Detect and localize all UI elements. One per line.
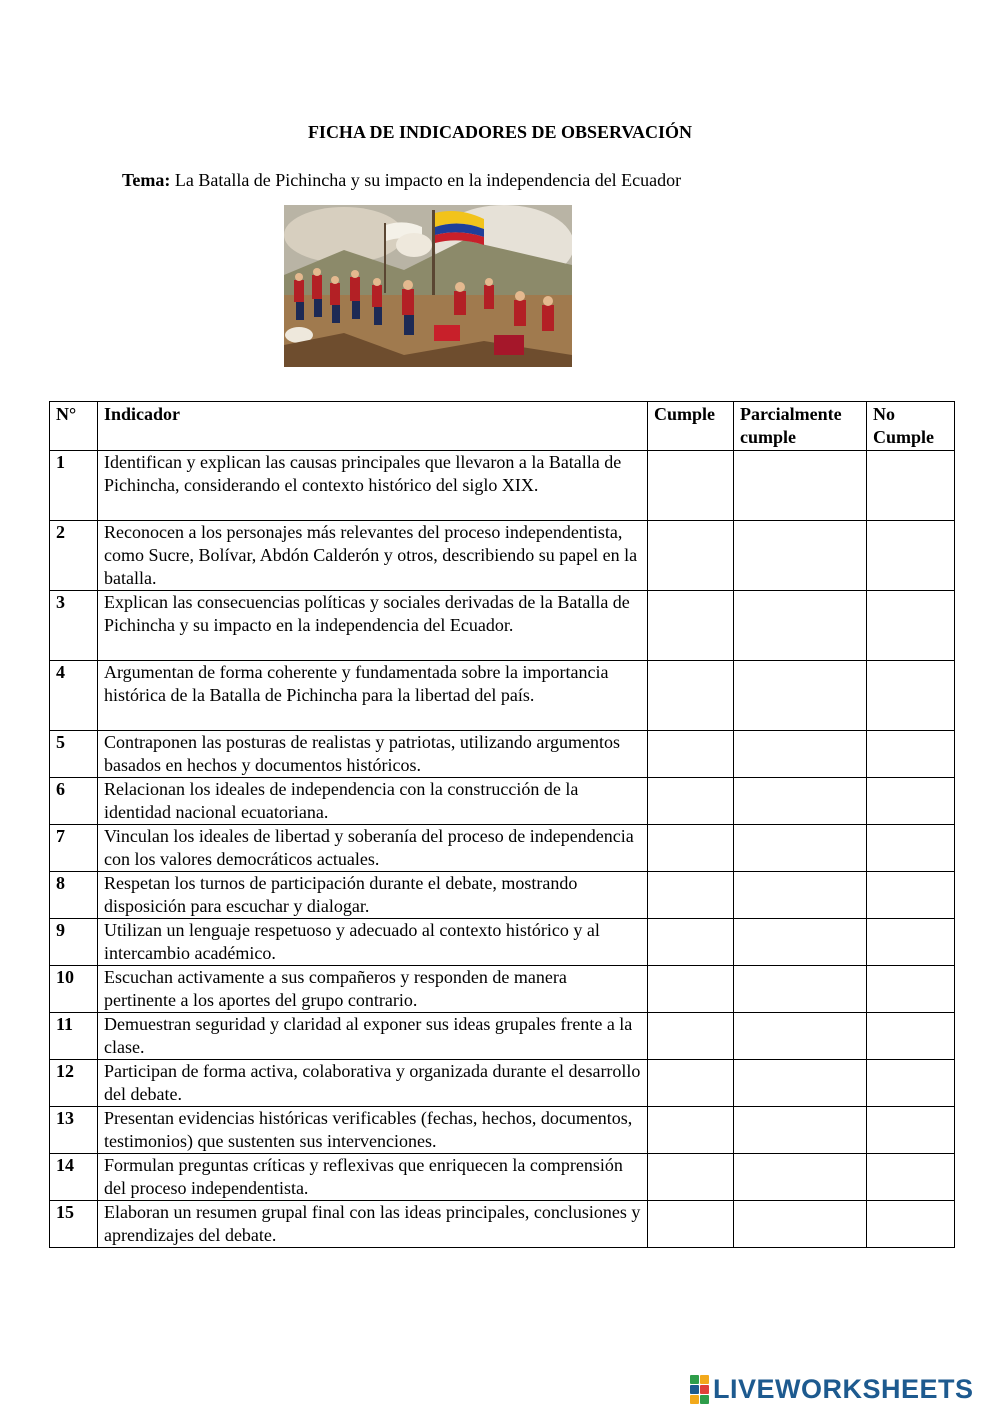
cell-no-cumple[interactable] — [867, 1013, 955, 1060]
cell-parcialmente-cumple[interactable] — [734, 1107, 867, 1154]
table-row — [50, 778, 955, 825]
cell-parcialmente-cumple[interactable] — [734, 778, 867, 825]
cell-parcialmente-cumple[interactable] — [734, 1013, 867, 1060]
logo-text: LIVEWORKSHEETS — [713, 1373, 974, 1404]
cell-cumple[interactable] — [648, 731, 734, 778]
row-number: 12 — [50, 1060, 98, 1107]
cell-cumple[interactable] — [648, 1013, 734, 1060]
table-row — [50, 591, 955, 661]
cell-no-cumple[interactable] — [867, 521, 955, 591]
liveworksheets-logo[interactable] — [690, 1373, 974, 1405]
table-row — [50, 661, 955, 731]
row-number: 13 — [50, 1107, 98, 1154]
row-number: 10 — [50, 966, 98, 1013]
table-row — [50, 966, 955, 1013]
cell-cumple[interactable] — [648, 1154, 734, 1201]
page-title: FICHA DE INDICADORES DE OBSERVACIÓN — [307, 122, 693, 142]
cell-no-cumple[interactable] — [867, 825, 955, 872]
cell-parcialmente-cumple[interactable] — [734, 1201, 867, 1248]
row-indicator: Utilizan un lenguaje respetuoso y adecuado al contexto histórico y al intercambio académico. — [98, 919, 648, 966]
cell-parcialmente-cumple[interactable] — [734, 451, 867, 521]
row-indicator: Argumentan de forma coherente y fundamentada sobre la importancia histórica de la Batalla de Pichincha para la libertad del país. — [98, 661, 648, 731]
cell-no-cumple[interactable] — [867, 451, 955, 521]
table-row — [50, 1154, 955, 1201]
cell-cumple[interactable] — [648, 966, 734, 1013]
row-indicator: Reconocen a los personajes más relevantes del proceso independentista, como Sucre, Bolívar, Abdón Calderón y otros, describiendo su papel en la batalla. — [98, 521, 648, 591]
cell-no-cumple[interactable] — [867, 872, 955, 919]
row-number: 2 — [50, 521, 98, 591]
row-number: 4 — [50, 661, 98, 731]
battle-painting-image — [284, 205, 572, 367]
cell-cumple[interactable] — [648, 1060, 734, 1107]
row-indicator: Presentan evidencias históricas verificables (fechas, hechos, documentos, testimonios) que sustenten sus intervenciones. — [98, 1107, 648, 1154]
row-indicator: Explican las consecuencias políticas y sociales derivadas de la Batalla de Pichincha y su impacto en la independencia del Ecuador. — [98, 591, 648, 661]
row-indicator: Demuestran seguridad y claridad al exponer sus ideas grupales frente a la clase. — [98, 1013, 648, 1060]
cell-cumple[interactable] — [648, 521, 734, 591]
table-row — [50, 521, 955, 591]
row-indicator: Formulan preguntas críticas y reflexivas que enriquecen la comprensión del proceso independentista. — [98, 1154, 648, 1201]
header-number: N° — [50, 402, 98, 451]
table-row — [50, 825, 955, 872]
row-number: 1 — [50, 451, 98, 521]
cell-parcialmente-cumple[interactable] — [734, 661, 867, 731]
cell-no-cumple[interactable] — [867, 591, 955, 661]
cell-no-cumple[interactable] — [867, 731, 955, 778]
cell-cumple[interactable] — [648, 591, 734, 661]
cell-parcialmente-cumple[interactable] — [734, 731, 867, 778]
table-row — [50, 451, 955, 521]
row-number: 5 — [50, 731, 98, 778]
row-indicator: Escuchan activamente a sus compañeros y responden de manera pertinente a los aportes del grupo contrario. — [98, 966, 648, 1013]
row-indicator: Elaboran un resumen grupal final con las ideas principales, conclusiones y aprendizajes del debate. — [98, 1201, 648, 1248]
cell-parcialmente-cumple[interactable] — [734, 825, 867, 872]
cell-parcialmente-cumple[interactable] — [734, 1154, 867, 1201]
cell-no-cumple[interactable] — [867, 919, 955, 966]
table-header-row — [50, 402, 955, 451]
table-row — [50, 731, 955, 778]
cell-parcialmente-cumple[interactable] — [734, 919, 867, 966]
row-number: 11 — [50, 1013, 98, 1060]
cell-cumple[interactable] — [648, 872, 734, 919]
row-indicator: Relacionan los ideales de independencia con la construcción de la identidad nacional ecuatoriana. — [98, 778, 648, 825]
cell-parcialmente-cumple[interactable] — [734, 521, 867, 591]
table-row — [50, 1107, 955, 1154]
cell-no-cumple[interactable] — [867, 1060, 955, 1107]
cell-no-cumple[interactable] — [867, 661, 955, 731]
cell-cumple[interactable] — [648, 451, 734, 521]
header-indicator: Indicador — [98, 402, 648, 451]
row-indicator: Participan de forma activa, colaborativa y organizada durante el desarrollo del debate. — [98, 1060, 648, 1107]
row-number: 14 — [50, 1154, 98, 1201]
cell-no-cumple[interactable] — [867, 1201, 955, 1248]
header-parcialmente-cumple: Parcialmente cumple — [734, 402, 867, 451]
table-row — [50, 1201, 955, 1248]
table-row — [50, 872, 955, 919]
cell-no-cumple[interactable] — [867, 1107, 955, 1154]
cell-cumple[interactable] — [648, 778, 734, 825]
topic-text: La Batalla de Pichincha y su impacto en la independencia del Ecuador — [170, 170, 682, 190]
row-indicator: Identifican y explican las causas principales que llevaron a la Batalla de Pichincha, considerando el contexto histórico del siglo XIX. — [98, 451, 648, 521]
cell-parcialmente-cumple[interactable] — [734, 966, 867, 1013]
cell-parcialmente-cumple[interactable] — [734, 591, 867, 661]
cell-no-cumple[interactable] — [867, 966, 955, 1013]
row-number: 9 — [50, 919, 98, 966]
cell-no-cumple[interactable] — [867, 778, 955, 825]
cell-parcialmente-cumple[interactable] — [734, 1060, 867, 1107]
row-indicator: Respetan los turnos de participación durante el debate, mostrando disposición para escuchar y dialogar. — [98, 872, 648, 919]
topic-line — [122, 170, 681, 191]
indicators-table — [49, 401, 955, 1248]
cell-parcialmente-cumple[interactable] — [734, 872, 867, 919]
table-row — [50, 1013, 955, 1060]
cell-cumple[interactable] — [648, 1107, 734, 1154]
row-number: 3 — [50, 591, 98, 661]
cell-cumple[interactable] — [648, 919, 734, 966]
topic-label: Tema: — [122, 170, 171, 190]
cell-no-cumple[interactable] — [867, 1154, 955, 1201]
row-number: 7 — [50, 825, 98, 872]
table-row — [50, 919, 955, 966]
cell-cumple[interactable] — [648, 661, 734, 731]
row-number: 15 — [50, 1201, 98, 1248]
row-number: 6 — [50, 778, 98, 825]
header-no-cumple: No Cumple — [867, 402, 955, 451]
row-number: 8 — [50, 872, 98, 919]
table-row — [50, 1060, 955, 1107]
row-indicator: Vinculan los ideales de libertad y soberanía del proceso de independencia con los valores democráticos actuales. — [98, 825, 648, 872]
header-cumple: Cumple — [648, 402, 734, 451]
row-indicator: Contraponen las posturas de realistas y patriotas, utilizando argumentos basados en hechos y documentos históricos. — [98, 731, 648, 778]
logo-blocks-icon — [690, 1375, 709, 1404]
cell-cumple[interactable] — [648, 825, 734, 872]
battle-illustration — [284, 205, 572, 367]
cell-cumple[interactable] — [648, 1201, 734, 1248]
